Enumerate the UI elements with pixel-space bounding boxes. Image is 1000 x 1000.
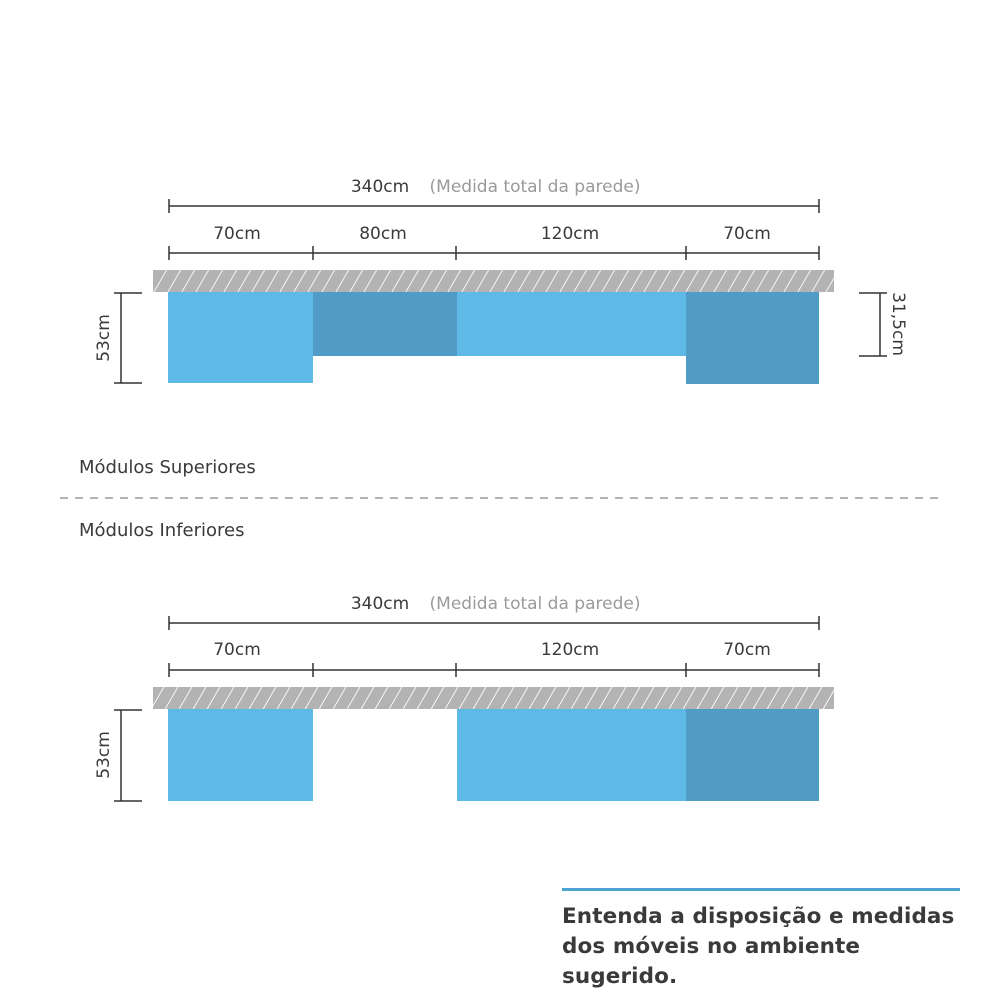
upper-total-note: (Medida total da parede) [429, 177, 641, 197]
footer-accent-rule [562, 888, 960, 891]
upper-total-label: 340cm [350, 177, 410, 197]
lower-section-label: Módulos Inferiores [79, 520, 245, 541]
lower-total-dimension-line [169, 616, 819, 630]
lower-cabinet-1 [168, 709, 313, 801]
lower-height-left-label: 53cm [94, 731, 114, 779]
upper-cabinet-4 [686, 292, 819, 384]
lower-total-label: 340cm [350, 594, 410, 614]
upper-cabinet-1 [168, 292, 313, 383]
upper-height-right-label: 31,5cm [888, 292, 908, 356]
lower-segment-label-3: 120cm [540, 640, 600, 660]
lower-cabinet-2 [457, 709, 686, 801]
upper-cabinet-3 [457, 292, 686, 356]
upper-cabinet-2 [313, 292, 457, 356]
lower-segment-label-4: 70cm [723, 640, 771, 660]
lower-segment-label-1: 70cm [213, 640, 261, 660]
lower-segment-dimension-line [169, 663, 819, 677]
upper-right-height-line [859, 293, 887, 356]
lower-left-height-line [114, 710, 142, 801]
upper-segment-label-4: 70cm [723, 224, 771, 244]
upper-segment-label-1: 70cm [213, 224, 261, 244]
footer-line-1: Entenda a disposição e medidas [562, 904, 955, 929]
upper-left-height-line [114, 293, 142, 383]
lower-wall [153, 687, 834, 709]
footer-caption [562, 902, 982, 992]
upper-segment-label-2: 80cm [359, 224, 407, 244]
upper-segment-label-3: 120cm [540, 224, 600, 244]
upper-diagram [94, 177, 908, 384]
upper-segment-dimension-line [169, 246, 819, 260]
lower-total-note: (Medida total da parede) [429, 594, 641, 614]
lower-diagram [94, 594, 834, 801]
lower-cabinet-3 [686, 709, 819, 801]
upper-wall [153, 270, 834, 292]
upper-total-dimension-line [169, 199, 819, 213]
footer-line-2: dos móveis no ambiente sugerido. [562, 934, 861, 989]
upper-section-label: Módulos Superiores [79, 457, 256, 478]
upper-height-left-label: 53cm [94, 314, 114, 362]
